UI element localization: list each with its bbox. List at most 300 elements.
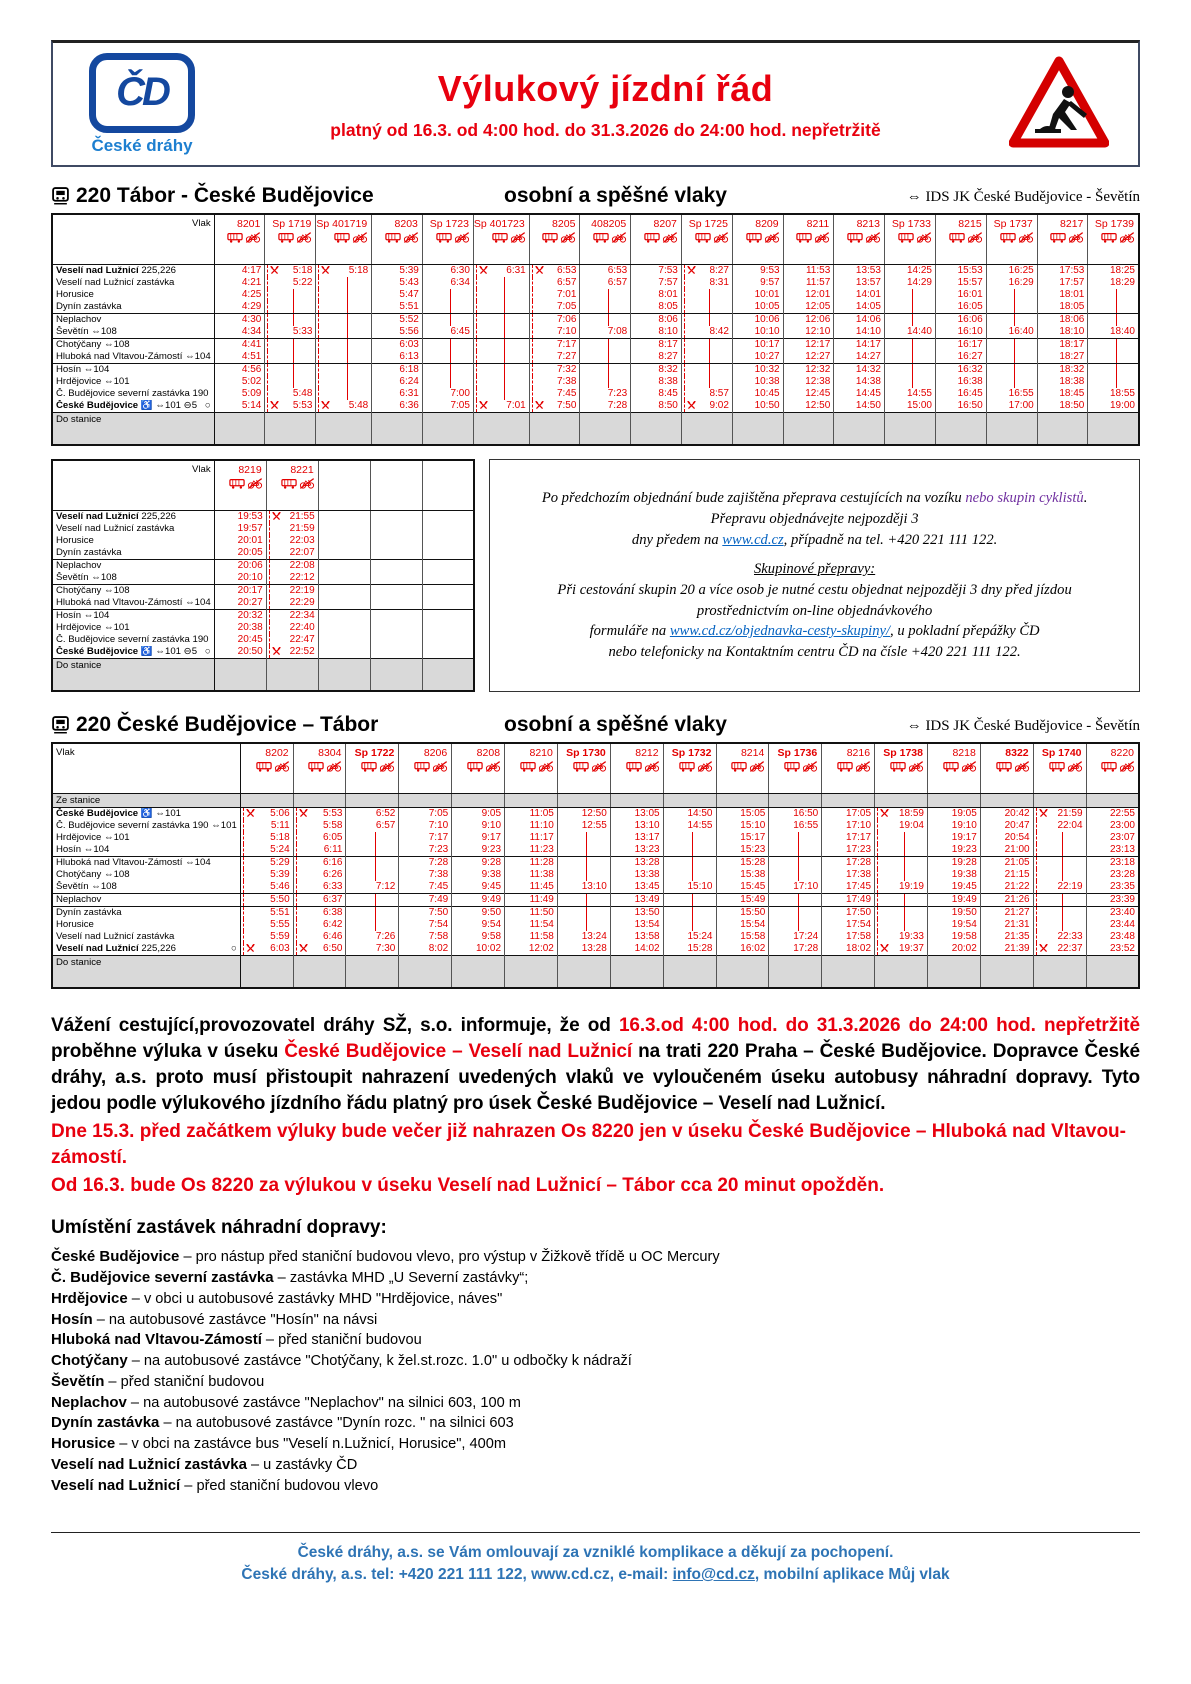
- time-cell: [293, 907, 346, 920]
- time-value: 18:25: [1109, 265, 1135, 276]
- time-cell: [557, 943, 610, 956]
- nonstop-line: [450, 301, 451, 314]
- time-cell: [935, 351, 986, 364]
- time-cell: [318, 547, 370, 560]
- time-value: 11:10: [529, 820, 554, 831]
- time-cell: [884, 326, 935, 339]
- time-value: 18:10: [1059, 326, 1085, 337]
- time-cell: [529, 301, 580, 314]
- time-cell: [610, 820, 663, 832]
- cd-link[interactable]: www.cd.cz: [722, 531, 784, 548]
- nonstop-line: [904, 832, 905, 844]
- train-icons: [215, 232, 265, 244]
- time-value: 23:52: [1109, 943, 1135, 954]
- time-cell: [980, 844, 1033, 857]
- time-cell: [214, 265, 265, 278]
- time-cell: [452, 808, 505, 821]
- station-name: Hosín: [56, 610, 82, 621]
- nonstop-line: [608, 376, 609, 388]
- stop-name: Chotýčany: [51, 1352, 128, 1370]
- time-value: 23:18: [1109, 857, 1135, 868]
- time-cell: [529, 289, 580, 301]
- workdays-mark: [687, 266, 696, 277]
- cd-link[interactable]: info@cd.cz: [672, 1566, 755, 1583]
- no-bicycle-icon: [814, 232, 830, 243]
- time-cell: [505, 857, 558, 870]
- time-value: 7:01: [556, 289, 577, 300]
- station-row: [52, 314, 1139, 327]
- time-value: 5:51: [399, 301, 419, 312]
- time-cell: [265, 314, 316, 327]
- replacement-section-mark: [267, 314, 268, 326]
- station-row: [52, 894, 1139, 907]
- time-cell: [1088, 301, 1139, 314]
- time-cell: [610, 808, 663, 821]
- time-value: 4:29: [241, 301, 262, 312]
- train-column-header: [399, 743, 452, 794]
- time-cell: [663, 820, 716, 832]
- nonstop-line: [912, 289, 913, 301]
- time-value: 22:37: [1057, 943, 1083, 954]
- time-value: 23:28: [1109, 869, 1135, 880]
- replacement-section-mark: [243, 943, 244, 955]
- time-cell: [293, 869, 346, 881]
- station-note: ⇔108: [91, 572, 117, 583]
- time-cell: [884, 314, 935, 327]
- time-value: 5:55: [270, 919, 290, 930]
- time-value: 20:01: [237, 535, 263, 546]
- workdays-mark: [1039, 809, 1048, 820]
- do-stanice-label: Do stanice: [52, 956, 240, 989]
- train-number: 8212: [635, 747, 659, 759]
- time-value: 22:47: [289, 634, 315, 645]
- train-column-header: [732, 214, 783, 265]
- time-value: 10:05: [754, 301, 780, 312]
- train-column-header: [557, 743, 610, 794]
- time-value: 14:55: [906, 388, 932, 399]
- time-value: 10:02: [476, 943, 502, 954]
- time-value: 13:10: [581, 881, 607, 892]
- train-icons: [834, 232, 884, 244]
- replacement-section-mark: [476, 301, 477, 313]
- train-number: 8207: [653, 218, 677, 230]
- time-cell: [884, 339, 935, 352]
- cd-logo-caption: České dráhy: [91, 135, 193, 155]
- time-value: 15:58: [740, 931, 766, 942]
- bus-icon: [229, 479, 245, 489]
- nonstop-line: [1116, 314, 1117, 327]
- time-value: 8:31: [709, 277, 729, 288]
- train-icons: [346, 761, 398, 773]
- workdays-mark: [880, 809, 889, 820]
- time-cell: [372, 388, 423, 400]
- time-cell: [986, 339, 1037, 352]
- station-name-cell: [52, 511, 214, 524]
- time-value: 9:58: [481, 931, 502, 942]
- train-column-header: [980, 743, 1033, 794]
- nonstop-line: [504, 301, 505, 314]
- replacement-section-mark: [267, 364, 268, 376]
- station-name-cell: [52, 277, 214, 289]
- bus-icon: [281, 479, 297, 489]
- time-cell: [1033, 919, 1086, 931]
- time-cell: [214, 622, 266, 634]
- stop-name: Veselí nad Lužnicí zastávka: [51, 1456, 247, 1474]
- nonstop-line: [608, 339, 609, 352]
- time-value: 13:49: [634, 894, 660, 905]
- time-value: 11:58: [529, 931, 554, 942]
- time-cell: [822, 844, 875, 857]
- time-cell: [716, 907, 769, 920]
- bus-icon: [520, 762, 536, 772]
- nonstop-line: [798, 832, 799, 844]
- workdays-mark: [479, 266, 488, 277]
- train-icons: [530, 232, 580, 244]
- no-bicycle-icon: [1119, 761, 1135, 772]
- time-value: 8:57: [709, 388, 729, 399]
- time-value: 13:24: [581, 931, 607, 942]
- time-value: 19:05: [951, 808, 977, 819]
- time-cell: [370, 585, 422, 598]
- train-kind-2: osobní a spěšné vlaky: [504, 713, 727, 736]
- bus-icon: [256, 762, 272, 772]
- replacement-section-mark: [318, 289, 319, 301]
- time-cell: [372, 265, 423, 278]
- time-value: 20:10: [237, 572, 263, 583]
- bus-icon: [746, 233, 762, 243]
- time-value: 19:00: [1109, 400, 1135, 411]
- time-cell: [422, 400, 473, 413]
- time-cell: [529, 400, 580, 413]
- station-row: [52, 919, 1139, 931]
- time-cell: [452, 943, 505, 956]
- time-cell: [610, 894, 663, 907]
- time-cell: [631, 289, 682, 301]
- replacement-section-mark: [877, 894, 878, 906]
- time-value: 15:57: [957, 277, 983, 288]
- time-cell: [1037, 351, 1088, 364]
- time-value: 10:50: [754, 400, 780, 411]
- cd-link[interactable]: www.cd.cz/objednavka-cesty-skupiny/: [669, 623, 891, 640]
- workdays-mark: [321, 266, 330, 277]
- bus-icon: [1050, 233, 1066, 243]
- time-value: 6:31: [506, 265, 526, 276]
- time-cell: [214, 535, 266, 547]
- time-cell: [1037, 289, 1088, 301]
- time-value: 15:28: [740, 857, 766, 868]
- station-name-cell: [52, 820, 240, 832]
- time-cell: [370, 535, 422, 547]
- time-cell: [422, 314, 473, 327]
- time-cell: [529, 339, 580, 352]
- time-cell: [370, 523, 422, 535]
- workdays-mark: [270, 401, 279, 413]
- crossed-hammers-icon: [299, 944, 308, 953]
- time-cell: [1088, 364, 1139, 377]
- time-cell: [214, 339, 265, 352]
- time-cell: [318, 523, 370, 535]
- replacement-section-mark: [1036, 820, 1037, 832]
- train-column-header: [372, 214, 423, 265]
- train-icons: [631, 232, 681, 244]
- nonstop-line: [912, 364, 913, 377]
- time-cell: [452, 919, 505, 931]
- time-value: 23:44: [1109, 919, 1135, 930]
- time-cell: [318, 646, 370, 659]
- train-icons: [294, 761, 346, 773]
- time-cell: [1037, 364, 1088, 377]
- station-row: [52, 277, 1139, 289]
- time-cell: [346, 894, 399, 907]
- time-cell: [214, 351, 265, 364]
- time-cell: [716, 857, 769, 870]
- bus-icon: [943, 762, 959, 772]
- time-value: 5:50: [270, 894, 290, 905]
- time-value: 14:29: [906, 277, 932, 288]
- no-bicycle-icon: [485, 761, 501, 772]
- time-value: 22:19: [289, 585, 315, 596]
- time-value: 17:28: [846, 857, 872, 868]
- vlak-corner-label: Vlak: [52, 460, 214, 511]
- time-value: 6:53: [607, 265, 628, 276]
- time-cell: [346, 869, 399, 881]
- time-cell: [422, 547, 474, 560]
- train-number: Sp 1723: [429, 218, 469, 230]
- replacement-section-mark: [684, 388, 685, 400]
- time-cell: [266, 560, 318, 573]
- time-value: 21:27: [1004, 907, 1030, 918]
- time-value: 17:45: [846, 881, 872, 892]
- time-cell: [769, 894, 822, 907]
- time-value: 6:26: [323, 869, 343, 880]
- highlighted-text: České Budějovice – Veselí nad Lužnicí: [284, 1041, 633, 1063]
- station-row: [52, 597, 474, 610]
- time-value: 12:10: [805, 326, 831, 337]
- train-icons: [1034, 761, 1086, 773]
- station-note: ⇔104: [83, 610, 110, 621]
- nonstop-line: [798, 857, 799, 870]
- train-icons: [452, 761, 504, 773]
- replacement-section-mark: [1036, 907, 1037, 919]
- time-value: 21:31: [1004, 919, 1030, 930]
- time-value: 7:28: [607, 400, 628, 411]
- time-value: 8:42: [709, 326, 729, 337]
- time-value: 6:53: [556, 265, 577, 276]
- time-cell: [1088, 265, 1139, 278]
- train-icons: [611, 761, 663, 773]
- time-cell: [783, 388, 834, 400]
- time-value: 13:28: [581, 943, 607, 954]
- time-cell: [557, 907, 610, 920]
- time-cell: [875, 808, 928, 821]
- nonstop-line: [692, 869, 693, 881]
- no-bicycle-icon: [1067, 761, 1083, 772]
- evening-table-and-infobox: [51, 459, 1140, 692]
- time-value: 14:32: [855, 364, 881, 375]
- replacement-section-mark: [532, 388, 533, 400]
- cd-logo: [67, 53, 217, 156]
- replacement-section-mark: [1036, 943, 1037, 955]
- station-name: Č. Budějovice severní zastávka 190: [56, 820, 209, 831]
- replacement-section-mark: [296, 894, 297, 906]
- time-cell: [1033, 832, 1086, 844]
- time-value: 7:10: [428, 820, 449, 831]
- train-icons: [265, 232, 315, 244]
- no-bicycle-icon: [908, 761, 924, 772]
- train-number: Sp 1740: [1041, 747, 1082, 759]
- time-value: 14:27: [855, 351, 881, 362]
- nonstop-line: [709, 351, 710, 364]
- time-cell: [370, 610, 422, 623]
- time-cell: [580, 265, 631, 278]
- time-cell: [935, 289, 986, 301]
- time-value: 7:28: [428, 857, 449, 868]
- train-column-header: [1086, 743, 1139, 794]
- train-column-header: [422, 460, 474, 511]
- station-name: Veselí nad Lužnicí zastávka: [56, 523, 175, 534]
- time-cell: [372, 326, 423, 339]
- time-value: 6:50: [323, 943, 343, 954]
- time-cell: [783, 364, 834, 377]
- replacement-section-mark: [684, 277, 685, 289]
- time-value: 14:50: [855, 400, 881, 411]
- nonstop-line: [347, 289, 348, 301]
- nonstop-line: [608, 301, 609, 314]
- time-cell: [1033, 808, 1086, 821]
- time-cell: [663, 844, 716, 857]
- station-name-cell: [52, 943, 240, 956]
- time-value: 11:05: [529, 808, 554, 819]
- time-cell: [422, 364, 473, 377]
- replacement-section-mark: [532, 326, 533, 338]
- time-cell: [980, 894, 1033, 907]
- nonstop-line: [375, 844, 376, 857]
- time-cell: [1037, 301, 1088, 314]
- crossed-hammers-icon: [270, 401, 279, 410]
- replacement-section-mark: [269, 535, 270, 547]
- train-number: 8209: [755, 218, 779, 230]
- train-number: 8221: [290, 464, 314, 476]
- train-number: 8206: [423, 747, 448, 759]
- station-name-cell: [52, 844, 240, 857]
- time-cell: [681, 265, 732, 278]
- station-row: [52, 844, 1139, 857]
- time-value: 4:25: [241, 289, 262, 300]
- ids-note-2: ⇔ IDS JK České Budějovice - Ševětín: [906, 718, 1140, 734]
- time-cell: [716, 931, 769, 943]
- time-cell: [346, 881, 399, 894]
- time-cell: [610, 919, 663, 931]
- time-cell: [422, 265, 473, 278]
- time-cell: [505, 919, 558, 931]
- time-cell: [875, 857, 928, 870]
- time-value: 20:50: [237, 646, 263, 657]
- time-value: 22:12: [289, 572, 315, 583]
- infobox-line: formuláře na www.cd.cz/objednavka-cesty-skupiny/, u pokladní přepážky ČD: [589, 623, 1040, 640]
- time-value: 22:07: [289, 547, 315, 558]
- no-bicycle-icon: [274, 761, 290, 772]
- time-cell: [1086, 857, 1139, 870]
- station-name: Hluboká nad Vltavou-Zámostí: [56, 857, 183, 868]
- time-value: 12:45: [805, 388, 831, 399]
- station-row: [52, 339, 1139, 352]
- time-cell: [399, 857, 452, 870]
- station-note: ♿ ⇔101 ⊖5: [140, 646, 198, 657]
- bus-icon: [784, 762, 800, 772]
- time-value: 7:27: [556, 351, 577, 362]
- station-row: [52, 364, 1139, 377]
- no-bicycle-icon: [662, 232, 678, 243]
- time-value: 17:50: [846, 907, 872, 918]
- time-cell: [214, 388, 265, 400]
- time-value: 16:29: [1008, 277, 1034, 288]
- crossed-hammers-icon: [880, 944, 889, 953]
- train-number: 8208: [476, 747, 501, 759]
- workdays-mark: [246, 944, 255, 956]
- time-value: 20:06: [237, 560, 263, 571]
- red-notes: [51, 1119, 1140, 1199]
- bus-icon: [731, 762, 747, 772]
- stop-name: České Budějovice: [51, 1248, 180, 1266]
- time-cell: [732, 339, 783, 352]
- crossed-hammers-icon: [880, 809, 889, 818]
- time-value: 7:12: [375, 881, 396, 892]
- no-bicycle-icon: [1119, 232, 1135, 243]
- time-cell: [580, 277, 631, 289]
- no-bicycle-icon: [644, 761, 660, 772]
- time-value: 23:40: [1109, 907, 1135, 918]
- time-value: 22:29: [289, 597, 315, 608]
- time-cell: [1037, 314, 1088, 327]
- time-cell: [266, 572, 318, 585]
- time-value: 9:05: [481, 808, 502, 819]
- time-cell: [399, 808, 452, 821]
- station-note: ⇔104: [83, 844, 110, 855]
- replacement-section-mark: [296, 808, 297, 820]
- train-number: 8220: [1110, 747, 1134, 759]
- workdays-mark: [479, 401, 488, 413]
- time-cell: [266, 622, 318, 634]
- timetable-2-host: [51, 459, 475, 692]
- ze-stanice-label: Ze stanice: [52, 794, 240, 808]
- time-value: 6:34: [450, 277, 470, 288]
- time-cell: [293, 943, 346, 956]
- time-value: 6:03: [399, 339, 419, 350]
- train-column-header: [240, 743, 293, 794]
- replacement-section-mark: [269, 622, 270, 634]
- time-cell: [372, 400, 423, 413]
- time-cell: [372, 339, 423, 352]
- time-value: 4:34: [241, 326, 262, 337]
- stop-desc: pro nástup před staniční budovou vlevo, pro výstup v Žižkově třídě u OC Mercury: [195, 1249, 720, 1266]
- time-value: 8:27: [709, 265, 729, 276]
- bus-icon: [796, 233, 812, 243]
- time-cell: [732, 376, 783, 388]
- time-cell: [240, 907, 293, 920]
- time-cell: [769, 943, 822, 956]
- replacement-section-mark: [476, 400, 477, 412]
- time-cell: [266, 634, 318, 646]
- station-name-cell: [52, 919, 240, 931]
- station-name-cell: [52, 907, 240, 920]
- time-value: 16:01: [957, 289, 983, 300]
- replacement-section-mark: [877, 832, 878, 844]
- bus-icon: [278, 233, 294, 243]
- time-value: 19:50: [951, 907, 977, 918]
- nonstop-line: [912, 351, 913, 364]
- no-bicycle-icon: [764, 232, 780, 243]
- time-value: 21:59: [1057, 808, 1083, 819]
